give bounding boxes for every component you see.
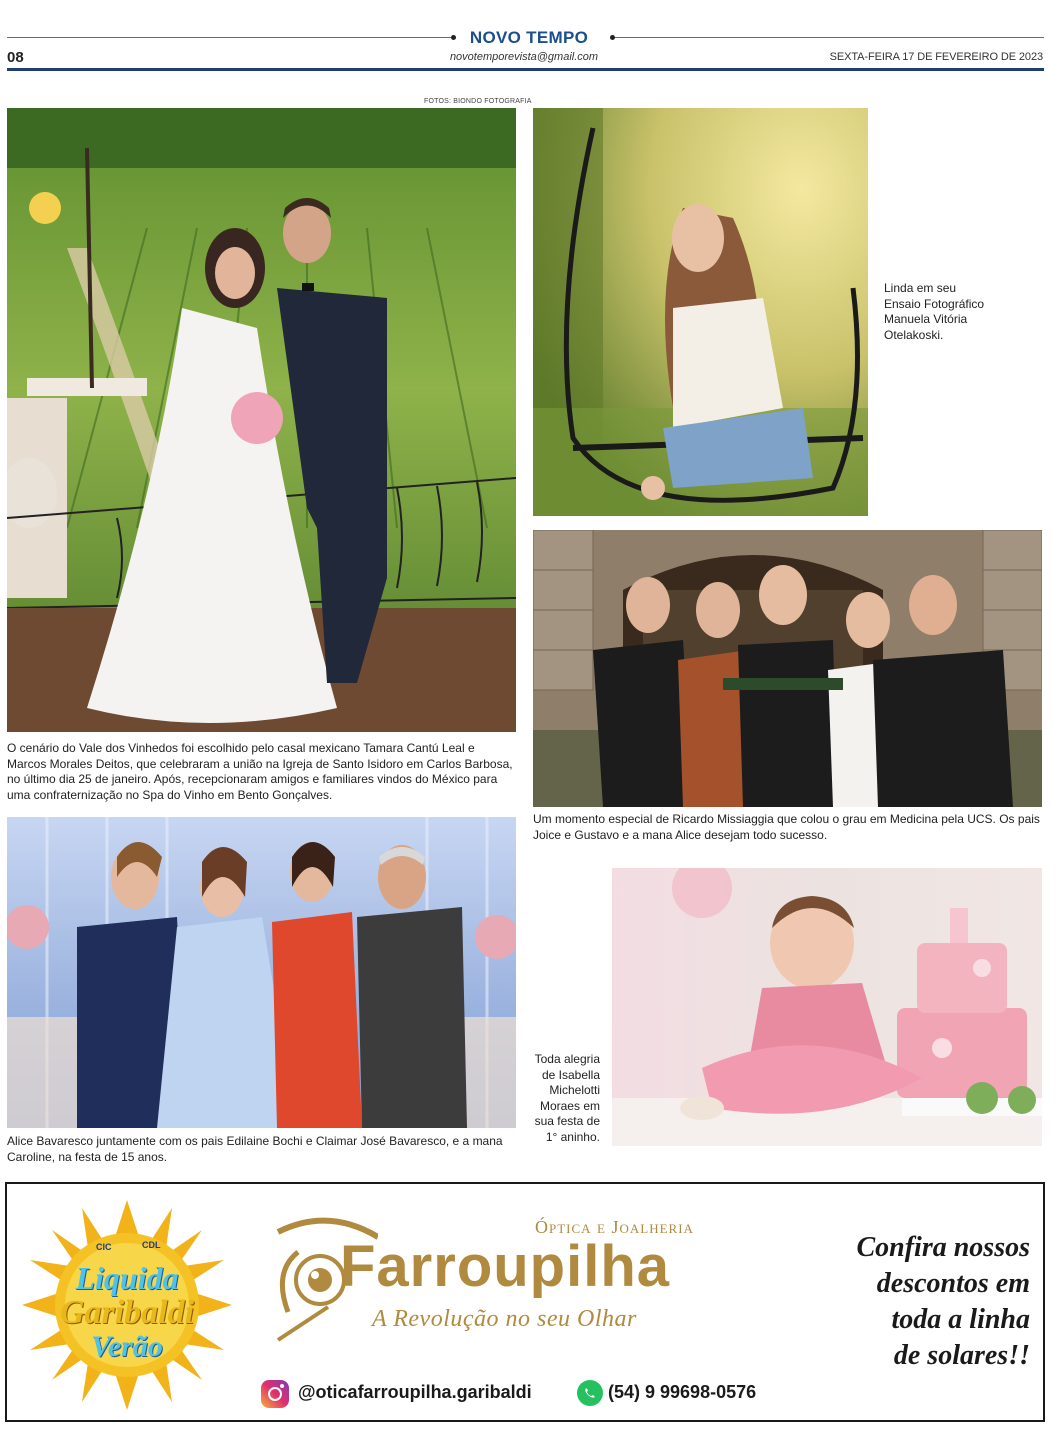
graduation-photo xyxy=(533,530,1042,807)
promo-line: toda a linha xyxy=(891,1304,1030,1335)
promo-line: de solares!! xyxy=(893,1340,1030,1371)
badge-cdl: CDL xyxy=(142,1240,161,1250)
promo-line: descontos em xyxy=(876,1268,1030,1299)
masthead-title: NOVO TEMPO xyxy=(469,28,589,47)
header-blue-rule xyxy=(7,68,1044,71)
liquida-garibaldi-badge xyxy=(22,1200,232,1410)
brand-subtitle: Óptica e Joalheria xyxy=(535,1217,694,1237)
instagram-handle[interactable]: @oticafarroupilha.garibaldi xyxy=(298,1382,532,1402)
badge-cic: CIC xyxy=(96,1242,112,1252)
graduation-caption: Um momento especial de Ricardo Missiaggia que colou o grau em Medicina pela UCS. Os pais Joice e Gustavo e a mana Alice desejam todo sucesso. xyxy=(533,812,1040,842)
whatsapp-icon[interactable] xyxy=(577,1380,603,1406)
photo-credit: FOTOS: BIONDO FOTOGRAFIA xyxy=(424,98,532,105)
instagram-icon[interactable] xyxy=(261,1380,289,1408)
promo-text xyxy=(790,1230,1030,1374)
issue-date: SEXTA-FEIRA 17 DE FEVEREIRO DE 2023 xyxy=(829,51,1043,63)
portrait-photo xyxy=(533,108,868,516)
fifteen-caption: Alice Bavaresco juntamente com os pais Edilaine Bochi e Claimar José Bavaresco, e a mana Caroline, na festa de 15 anos. xyxy=(7,1134,503,1164)
portrait-caption: Linda em seu Ensaio Fotográfico Manuela Vitória Otelakoski. xyxy=(884,281,985,342)
badge-line-liquida: Liquida xyxy=(75,1260,179,1296)
baby-caption: Toda alegria de Isabella Michelotti Moraes em sua festa de 1° aninho. xyxy=(534,1052,600,1144)
fifteen-photo xyxy=(7,817,516,1128)
brand-name: Farroupilha xyxy=(340,1234,671,1299)
wedding-caption: O cenário do Vale dos Vinhedos foi escolhido pelo casal mexicano Tamara Cantú Leal e Marcos Morales Deitos, que celebraram a união na Igreja de Santo Isidoro em Carlos Barbosa, no último dia 25 de janeiro. Após, recepcionaram amigos e familiares vindos do México para uma confraternização no Spa do Vinho em Bento Gonçalves. xyxy=(7,741,513,802)
baby-photo xyxy=(612,868,1042,1146)
page-number: 08 xyxy=(7,49,24,66)
whatsapp-phone[interactable]: (54) 9 99698-0576 xyxy=(608,1382,757,1402)
badge-line-garibaldi: Garibaldi xyxy=(59,1294,195,1331)
badge-line-verao: Verão xyxy=(91,1330,163,1363)
brand-slogan: A Revolução no seu Olhar xyxy=(372,1306,637,1332)
contact-email[interactable]: novotemporevista@gmail.com xyxy=(449,51,599,63)
promo-line: Confira nossos xyxy=(856,1232,1030,1263)
wedding-photo xyxy=(7,108,516,732)
